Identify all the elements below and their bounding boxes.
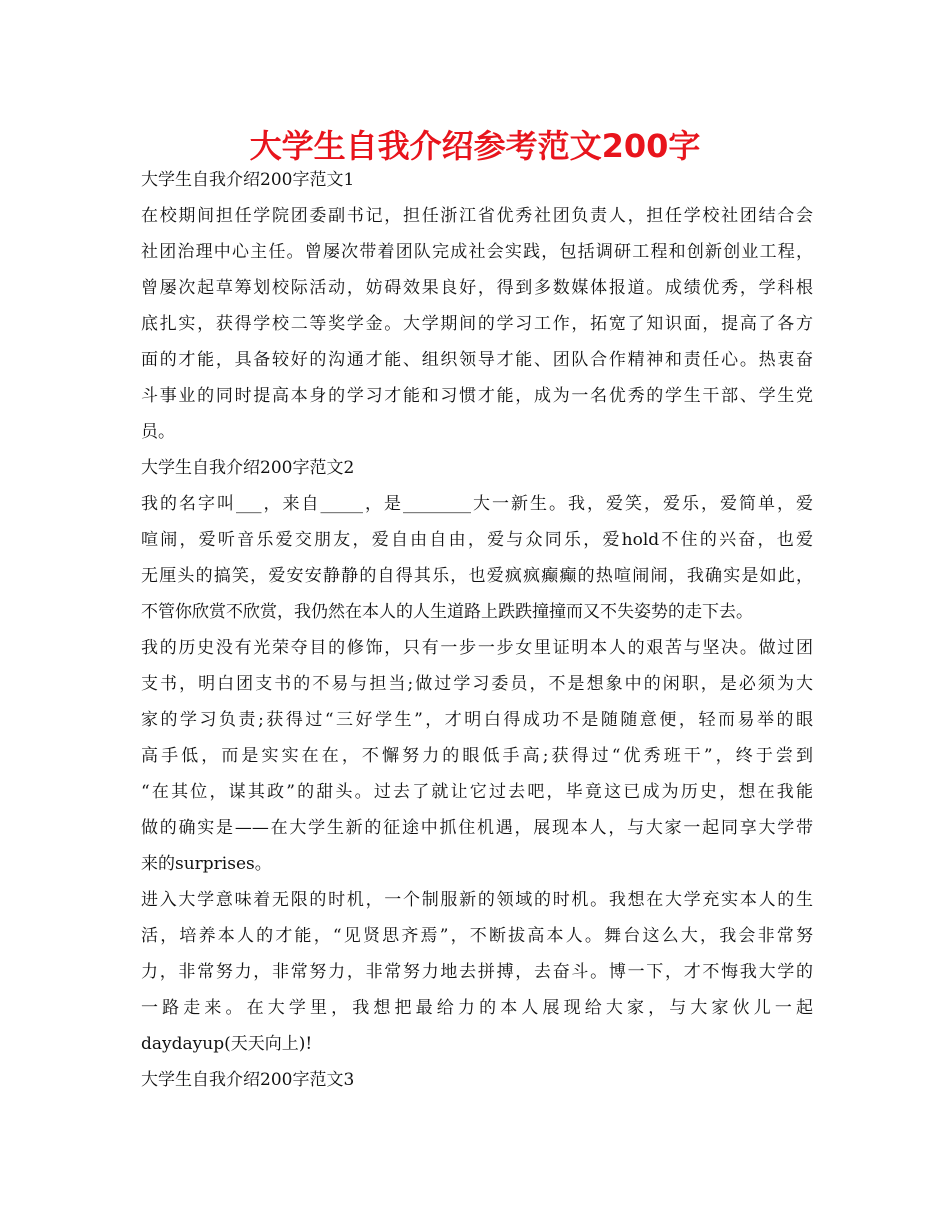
body-line: 喧闹，爱听音乐爱交朋友，爱自由自由，爱与众同乐，爱hold不住的兴奋，也爱 [141,530,813,550]
body-line: 大学生自我介绍200字范文1 [141,170,355,190]
body-line: 我的历史没有光荣夺目的修饰，只有一步一步女里证明本人的艰苦与坚决。做过团 [141,638,813,658]
body-line: daydayup(天天向上)! [141,1034,313,1054]
body-line: 我的名字叫___，来自_____，是________大一新生。我，爱笑，爱乐，爱简单，爱 [141,494,813,514]
body-line: 高手低，而是实实在在，不懈努力的眼低手高;获得过“优秀班干”，终于尝到 [141,746,813,766]
body-line: 面的才能，具备较好的沟通才能、组织领导才能、团队合作精神和责任心。热衷奋 [141,350,813,370]
body-line: 一路走来。在大学里，我想把最给力的本人展现给大家，与大家伙儿一起 [141,998,813,1018]
body-line: 做的确实是——在大学生新的征途中抓住机遇，展现本人，与大家一起同享大学带 [141,818,813,838]
body-line: 底扎实，获得学校二等奖学金。大学期间的学习工作，拓宽了知识面，提高了各方 [141,314,813,334]
body-line: 无厘头的搞笑，爱安安静静的自得其乐，也爱疯疯癫癫的热喧闹闹，我确实是如此， [141,566,813,586]
body-line: 社团治理中心主任。曾屡次带着团队完成社会实践，包括调研工程和创新创业工程， [141,242,813,262]
body-line: 活，培养本人的才能，“见贤思齐焉”，不断拔高本人。舞台这么大，我会非常努 [141,926,813,946]
body-line: 支书，明白团支书的不易与担当;做过学习委员，不是想象中的闲职，是必须为大 [141,674,813,694]
body-line: 力，非常努力，非常努力，非常努力地去拼搏，去奋斗。博一下，才不悔我大学的 [141,962,813,982]
body-line: 员。 [141,422,175,442]
body-line: 大学生自我介绍200字范文2 [141,458,355,478]
body-line: 家的学习负责;获得过“三好学生”，才明白得成功不是随随意便，轻而易举的眼 [141,710,813,730]
body-line: “在其位，谋其政”的甜头。过去了就让它过去吧，毕竟这已成为历史，想在我能 [141,782,813,802]
body-line: 来的surprises。 [141,854,272,874]
body-line: 进入大学意味着无限的时机，一个制服新的领域的时机。我想在大学充实本人的生 [141,890,813,910]
body-line: 大学生自我介绍200字范文3 [141,1070,355,1090]
document-title: 大学生自我介绍参考范文200字 [249,127,701,165]
body-line: 曾屡次起草筹划校际活动，妨碍效果良好，得到多数媒体报道。成绩优秀，学科根 [141,278,813,298]
body-line: 在校期间担任学院团委副书记，担任浙江省优秀社团负责人，担任学校社团结合会 [141,206,813,226]
body-line: 斗事业的同时提高本身的学习才能和习惯才能，成为一名优秀的学生干部、学生党 [141,386,813,406]
document-body [141,162,813,1098]
body-line: 不管你欣赏不欣赏，我仍然在本人的人生道路上跌跌撞撞而又不失姿势的走下去。 [141,602,753,622]
